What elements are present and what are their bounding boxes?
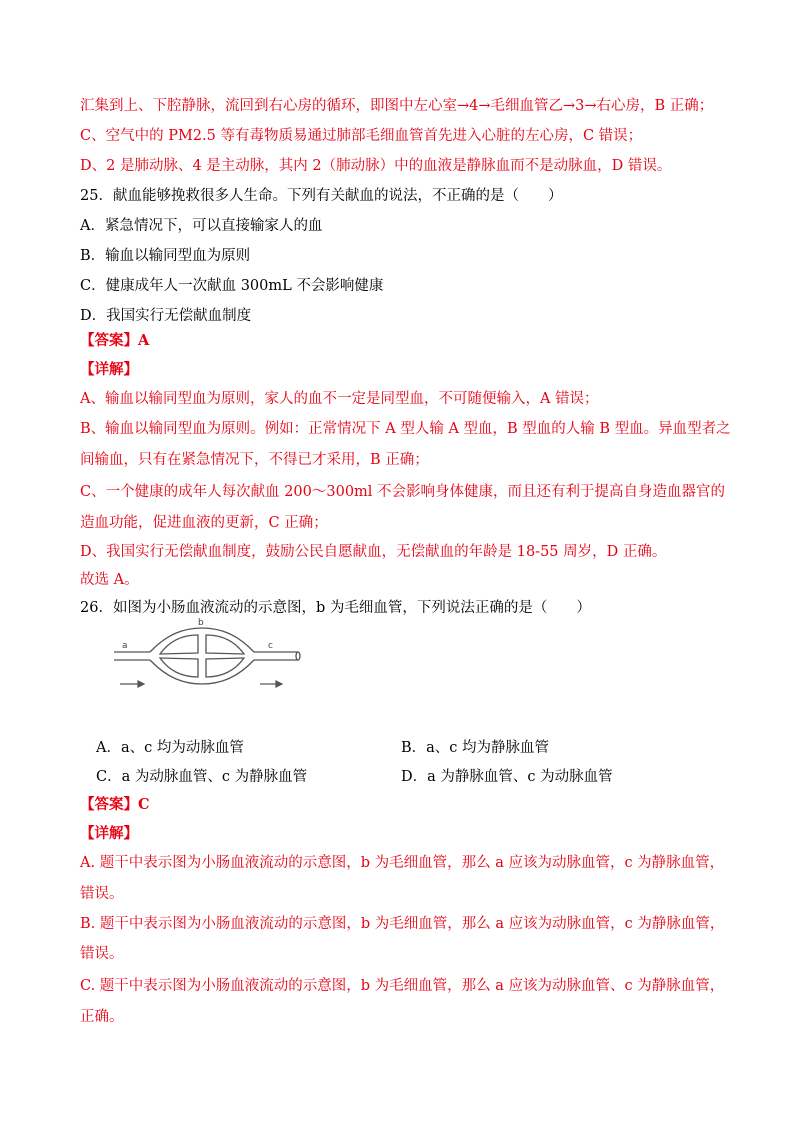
q26-explanation: 错误。	[80, 946, 124, 962]
q25-explanation: C、一个健康的成年人每次献血 200～300ml 不会影响身体健康，而且还有利于提高自身造血器官的	[80, 484, 726, 500]
q25-answer: 【答案】A	[80, 332, 150, 349]
q25-option-d: D．我国实行无偿献血制度	[80, 308, 252, 324]
explanation-line: D、2 是肺动脉、4 是主动脉，其内 2（肺动脉）中的血液是静脉血而不是动脉血，D 错误。	[80, 158, 672, 174]
capillary-outer-bottom	[150, 660, 254, 684]
q26-option-b: B．a、c 均为静脉血管	[401, 740, 550, 756]
q25-option-a: A．紧急情况下，可以直接输家人的血	[80, 218, 323, 234]
q25-explanation: A、输血以输同型血为原则，家人的血不一定是同型血，不可随便输入，A 错误；	[80, 391, 599, 407]
explanation-line: 汇集到上、下腔静脉，流回到右心房的循环，即图中左心室→4→毛细血管乙→3→右心房，B 正确；	[80, 98, 714, 114]
vessel-c	[254, 652, 298, 660]
q25-explanation: 间输血，只有在紧急情况下，不得已才采用，B 正确；	[80, 452, 429, 468]
q25-option-c: C．健康成年人一次献血 300mL 不会影响健康	[80, 278, 384, 294]
q26-explanation: C. 题干中表示图为小肠血液流动的示意图，b 为毛细血管，那么 a 应该为动脉血管、c 为静脉血管，	[80, 978, 725, 994]
q26-answer: 【答案】C	[80, 796, 150, 813]
label-b: b	[198, 618, 204, 628]
explanation-line: C、空气中的 PM2.5 等有毒物质易通过肺部毛细血管首先进入心脏的左心房，C 错误；	[80, 128, 643, 144]
capillary-loop	[206, 635, 244, 654]
capillary-loop	[160, 658, 198, 677]
label-c: c	[268, 641, 273, 651]
q26-detail-header: 【详解】	[80, 825, 138, 842]
q25-explanation: B、输血以输同型血为原则。例如：正常情况下 A 型人输 A 型血，B 型血的人输 B 型血。异血型者之	[80, 421, 731, 437]
q26-option-d: D．a 为静脉血管、c 为动脉血管	[401, 769, 613, 785]
q26-option-a: A．a、c 均为动脉血管	[96, 740, 244, 756]
q26-explanation: A. 题干中表示图为小肠血液流动的示意图，b 为毛细血管，那么 a 应该为动脉血管，c 为静脉血管，	[80, 855, 725, 871]
q25-detail-header: 【详解】	[80, 361, 138, 378]
capillary-loop	[160, 635, 198, 654]
question-25-stem: 25．献血能够挽救很多人生命。下列有关献血的说法，不正确的是（ ）	[80, 188, 563, 204]
q26-option-c: C．a 为动脉血管、c 为静脉血管	[96, 769, 308, 785]
q25-conclusion: 故选 A。	[80, 572, 139, 588]
q25-explanation: 造血功能，促进血液的更新，C 正确；	[80, 515, 328, 531]
question-26-stem: 26．如图为小肠血液流动的示意图，b 为毛细血管，下列说法正确的是（ ）	[80, 600, 591, 616]
q26-explanation: 错误。	[80, 886, 124, 902]
vessel-a	[114, 652, 150, 660]
q25-explanation: D、我国实行无偿献血制度，鼓励公民自愿献血，无偿献血的年龄是 18-55 周岁，D 正确。	[80, 544, 667, 560]
capillary-outer-top	[150, 628, 254, 652]
label-a: a	[122, 641, 128, 651]
small-intestine-blood-flow-diagram	[112, 618, 312, 700]
q26-explanation: 正确。	[80, 1009, 124, 1025]
q26-explanation: B. 题干中表示图为小肠血液流动的示意图，b 为毛细血管，那么 a 应该为动脉血管，c 为静脉血管，	[80, 916, 725, 932]
capillary-loop	[206, 658, 244, 677]
q25-option-b: B．输血以输同型血为原则	[80, 248, 251, 264]
